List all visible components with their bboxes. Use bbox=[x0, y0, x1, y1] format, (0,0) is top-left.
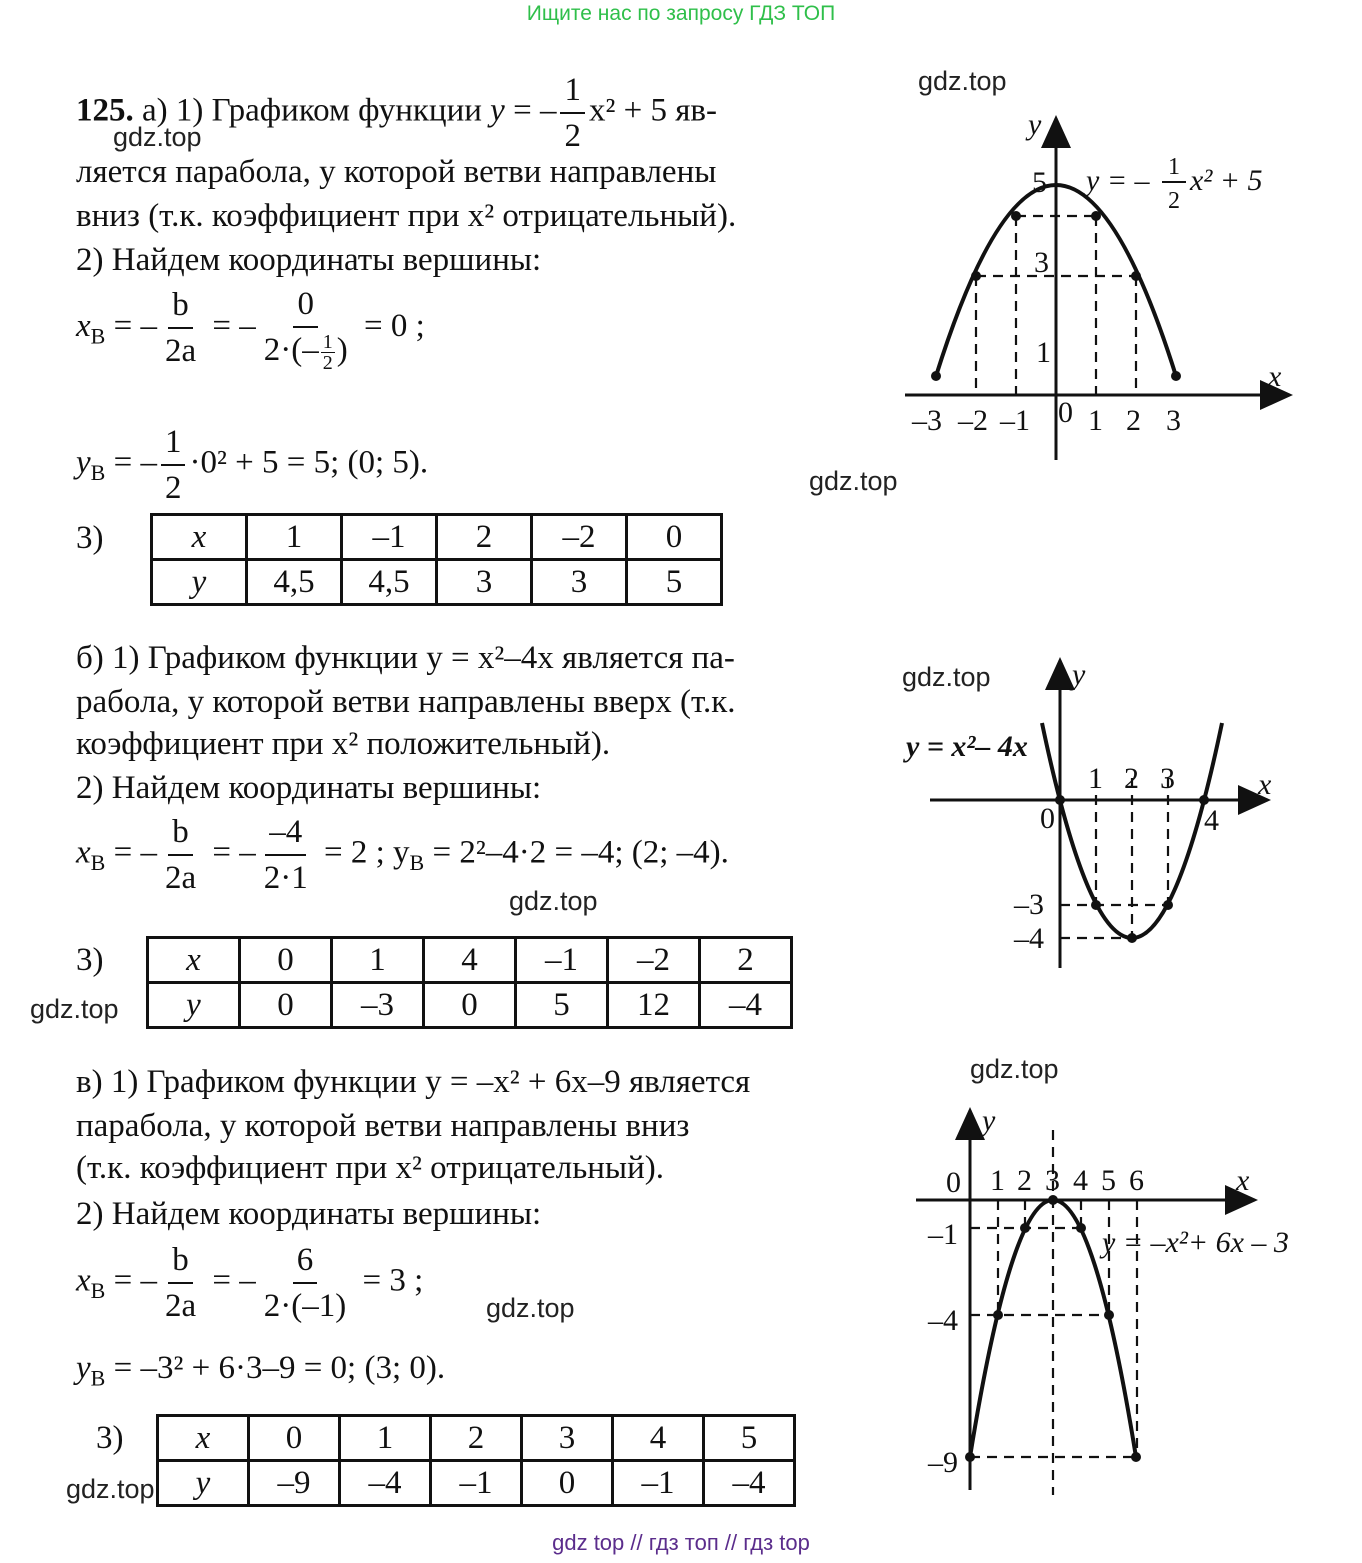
watermark: gdz.top bbox=[902, 662, 991, 692]
graph-b bbox=[900, 650, 1300, 980]
tick-label: 1 bbox=[1036, 336, 1051, 369]
table-cell: 5 bbox=[516, 983, 608, 1028]
y-axis-label: y bbox=[1028, 108, 1042, 141]
part-c-step2: 2) Найдем координаты вершины: bbox=[76, 1196, 542, 1232]
table-cell: –1 bbox=[613, 1461, 704, 1506]
tick-label: –4 bbox=[928, 1304, 958, 1337]
watermark: gdz.top bbox=[918, 66, 1007, 96]
tick-label: 3 bbox=[1034, 246, 1049, 279]
tick-label: 0 bbox=[1058, 396, 1073, 429]
table-row-y bbox=[152, 560, 722, 605]
table-row-x bbox=[152, 515, 722, 560]
bottom-banner[interactable]: gdz top // гдз топ // гдз top bbox=[552, 1530, 810, 1555]
func-tail: x² + 5 яв- bbox=[588, 92, 717, 129]
table-cell: 2 bbox=[431, 1416, 522, 1461]
part-a-line2: ляется парабола, у которой ветви направлены bbox=[76, 154, 717, 190]
table-cell: 0 bbox=[424, 983, 516, 1028]
graph-a bbox=[890, 100, 1310, 470]
table-cell: 0 bbox=[240, 938, 332, 983]
table-cell: 0 bbox=[249, 1416, 340, 1461]
eq-minus: = – bbox=[504, 92, 557, 129]
table-row-x bbox=[158, 1416, 795, 1461]
part-a-step3: 3) bbox=[76, 520, 104, 556]
value-table-b bbox=[146, 936, 793, 1029]
tick-label: 3 bbox=[1160, 762, 1175, 795]
table-cell: 12 bbox=[608, 983, 700, 1028]
y-axis-label: y bbox=[1072, 658, 1086, 691]
table-cell: –1 bbox=[431, 1461, 522, 1506]
table-cell: 1 bbox=[340, 1416, 431, 1461]
tick-label: 1 bbox=[990, 1164, 1005, 1197]
table-cell: –2 bbox=[532, 515, 627, 560]
table-header-x: x bbox=[152, 515, 247, 560]
table-cell: 1 bbox=[247, 515, 342, 560]
watermark: gdz.top bbox=[486, 1293, 575, 1323]
tick-label: 5 bbox=[1101, 1164, 1116, 1197]
table-cell: –3 bbox=[332, 983, 424, 1028]
table-cell: 3 bbox=[437, 560, 532, 605]
tick-label: 0 bbox=[1040, 802, 1055, 835]
table-cell: –9 bbox=[249, 1461, 340, 1506]
part-b-step3: 3) bbox=[76, 942, 104, 978]
tick-label: 1 bbox=[1088, 404, 1103, 437]
tick-label: 5 bbox=[1032, 166, 1047, 199]
table-header-x: x bbox=[148, 938, 240, 983]
table-cell: 5 bbox=[627, 560, 722, 605]
part-b-step2: 2) Найдем координаты вершины: bbox=[76, 770, 542, 806]
watermark: gdz.top bbox=[970, 1054, 1059, 1084]
part-a-yv-formula: $y_B$ = – $\frac{1}{2}$ ·0² + 5 = 5; (0; 5). bbox=[76, 424, 429, 506]
table-cell: 3 bbox=[532, 560, 627, 605]
part-c-line2: парабола, у которой ветви направлены вниз bbox=[76, 1108, 690, 1144]
table-cell: –1 bbox=[516, 938, 608, 983]
tick-label: 2 bbox=[1017, 1164, 1032, 1197]
part-b-vertex-formula: $x_B$ = – $\frac{b}{2a}$ = – $\frac{-4}{2\cdot 1}$ = 2 ; $y_B = 2^2-4\cdot 2 = -4$; (2; –4). bbox=[76, 814, 729, 896]
part-b-line1: б) 1) Графиком функции y = x²–4x является па- bbox=[76, 640, 735, 676]
table-header-y: y bbox=[158, 1461, 249, 1506]
table-cell: 2 bbox=[700, 938, 792, 983]
svg-text:2: 2 bbox=[1168, 188, 1180, 214]
watermark: gdz.top bbox=[30, 994, 119, 1024]
watermark: gdz.top bbox=[66, 1474, 155, 1504]
table-cell: –4 bbox=[704, 1461, 795, 1506]
part-c-line3: (т.к. коэффициент при x² отрицательный). bbox=[76, 1150, 665, 1186]
problem-number: 125. bbox=[76, 92, 134, 129]
tick-label: –3 bbox=[912, 404, 942, 437]
part-c-line1: в) 1) Графиком функции y = –x² + 6x–9 является bbox=[76, 1064, 751, 1100]
tick-label: 0 bbox=[946, 1166, 961, 1199]
x-axis-label: x bbox=[1258, 768, 1272, 801]
watermark: gdz.top bbox=[509, 886, 598, 916]
value-table-a bbox=[150, 513, 723, 606]
tick-label: –1 bbox=[928, 1218, 958, 1251]
part-c-yv-formula: $y_B = -3^2 + 6\cdot 3-9 = 0$; (3; 0). bbox=[76, 1350, 446, 1391]
part-b-line2: рабола, у которой ветви направлены вверх (т.к. bbox=[76, 684, 736, 720]
value-table-c bbox=[156, 1414, 796, 1507]
tick-label: –3 bbox=[1014, 888, 1044, 921]
table-cell: 5 bbox=[704, 1416, 795, 1461]
watermark: gdz.top bbox=[809, 466, 898, 496]
table-cell: 4,5 bbox=[342, 560, 437, 605]
var-y: y bbox=[490, 92, 505, 129]
table-cell: 4 bbox=[424, 938, 516, 983]
table-row-x bbox=[148, 938, 792, 983]
part-a-line1 bbox=[76, 70, 717, 156]
tick-label: 3 bbox=[1045, 1164, 1060, 1197]
svg-text:x² + 5: x² + 5 bbox=[1190, 164, 1263, 197]
top-banner[interactable]: Ищите нас по запросу ГДЗ ТОП bbox=[526, 2, 836, 25]
tick-label: –9 bbox=[928, 1446, 958, 1479]
table-cell: –4 bbox=[340, 1461, 431, 1506]
x-axis-label: x bbox=[1268, 360, 1282, 393]
table-cell: 0 bbox=[627, 515, 722, 560]
tick-label: 1 bbox=[1088, 762, 1103, 795]
graph-c-function-label: y = –x²+ 6x – 3 bbox=[1102, 1226, 1289, 1259]
tick-label: –1 bbox=[1000, 404, 1030, 437]
table-cell: 0 bbox=[522, 1461, 613, 1506]
table-header-y: y bbox=[152, 560, 247, 605]
table-cell: 3 bbox=[522, 1416, 613, 1461]
table-cell: 2 bbox=[437, 515, 532, 560]
tick-label: 2 bbox=[1124, 762, 1139, 795]
part-b-line3: коэффициент при x² положительный). bbox=[76, 726, 611, 762]
table-cell: 4 bbox=[613, 1416, 704, 1461]
graph-c bbox=[910, 1100, 1320, 1500]
tick-label: –4 bbox=[1014, 922, 1044, 955]
table-cell: 4,5 bbox=[247, 560, 342, 605]
table-cell: –2 bbox=[608, 938, 700, 983]
tick-label: 2 bbox=[1126, 404, 1141, 437]
table-row-y bbox=[148, 983, 792, 1028]
part-c-step3: 3) bbox=[96, 1420, 124, 1456]
part-a-step2: 2) Найдем координаты вершины: bbox=[76, 242, 542, 278]
table-cell: 0 bbox=[240, 983, 332, 1028]
table-header-y: y bbox=[148, 983, 240, 1028]
table-cell: –4 bbox=[700, 983, 792, 1028]
half-fraction: $\frac{1}{2}$ bbox=[560, 70, 585, 156]
part-a-xv-formula: $x_B$ = – $\frac{b}{2a}$ = – 0 2·(– $\frac{1}{2}$ ) = 0 ; bbox=[76, 286, 425, 374]
part-c-xv-formula: $x_B$ = – $\frac{b}{2a}$ = – $\frac{6}{2\cdot(-1)}$ = 3 ; bbox=[76, 1242, 424, 1324]
part-a-line3: вниз (т.к. коэффициент при x² отрицательный). bbox=[76, 198, 737, 234]
tick-label: 6 bbox=[1129, 1164, 1144, 1197]
table-header-x: x bbox=[158, 1416, 249, 1461]
tick-label: 4 bbox=[1073, 1164, 1088, 1197]
graph-a-function-label bbox=[1083, 154, 1263, 214]
table-cell: 1 bbox=[332, 938, 424, 983]
tick-label: 3 bbox=[1166, 404, 1181, 437]
y-axis-label: y bbox=[982, 1104, 996, 1137]
graph-b-function-label: y = x²– 4x bbox=[906, 730, 1028, 763]
table-row-y bbox=[158, 1461, 795, 1506]
table-cell: –1 bbox=[342, 515, 437, 560]
tick-label: –2 bbox=[958, 404, 988, 437]
part-a-intro: а) 1) Графиком функции bbox=[142, 92, 491, 129]
tick-label: 4 bbox=[1204, 804, 1219, 837]
watermark: gdz.top bbox=[113, 122, 202, 152]
svg-text:y = –: y = – bbox=[1086, 164, 1150, 197]
x-axis-label: x bbox=[1236, 1164, 1250, 1197]
svg-text:1: 1 bbox=[1168, 154, 1180, 180]
